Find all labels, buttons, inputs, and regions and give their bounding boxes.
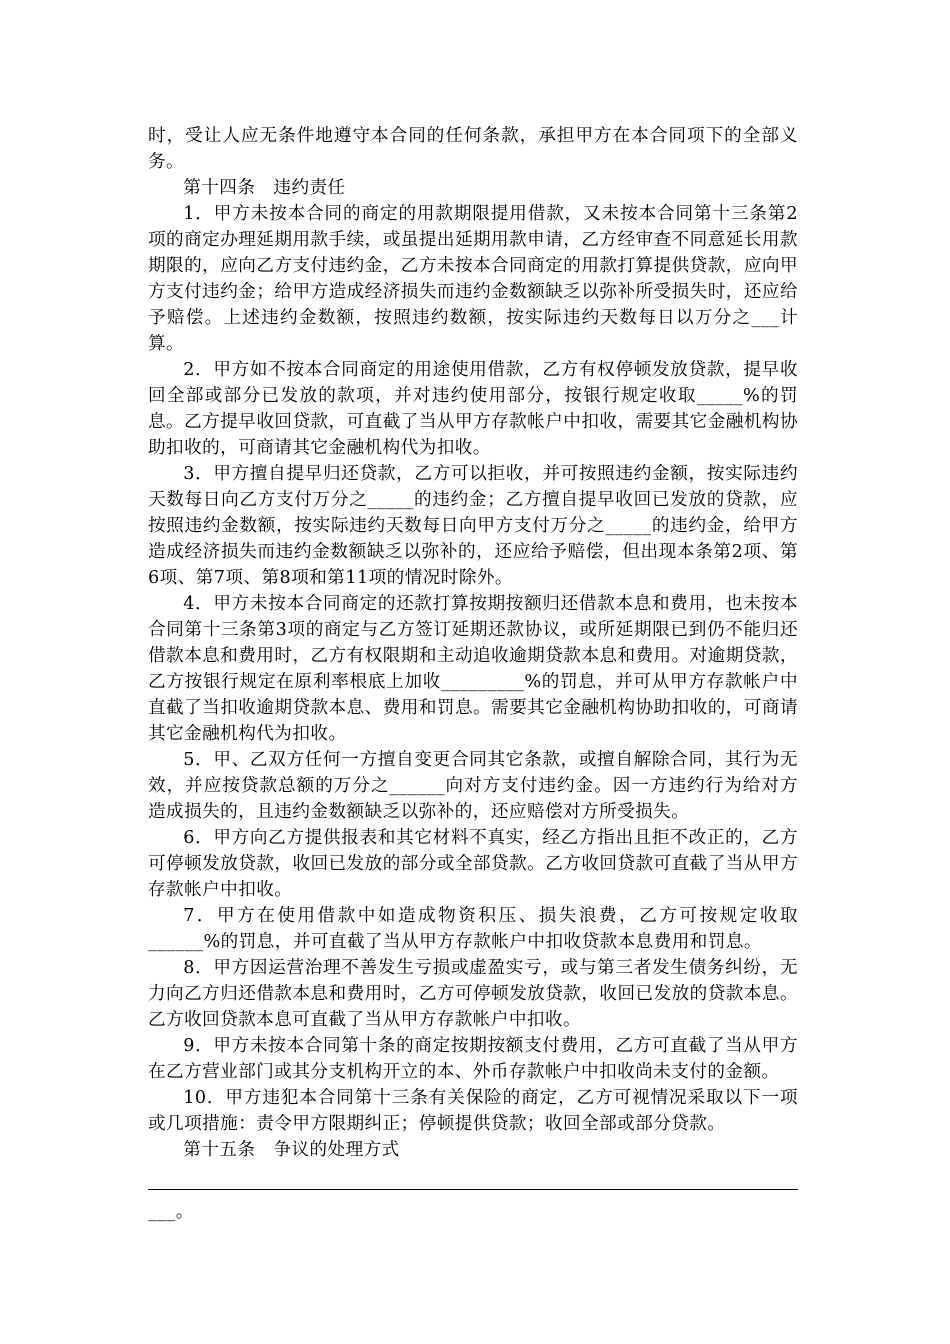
clause-9: 9．甲方未按本合同第十条的商定按期按额支付费用，乙方可直截了当从甲方在乙方营业部门或其分支机构开立的本、外币存款帐户中扣收尚未支付的金额。: [148, 1036, 798, 1082]
clause-5: 5．甲、乙双方任何一方擅自变更合同其它条款，或擅自解除合同，其行为无效，并应按贷款总额的万分之______向对方支付违约金。因一方违约行为给对方造成损失的，且违约金数额缺乏以弥补的，还应赔偿对方所受损失。: [148, 750, 798, 822]
clause-6: 6．甲方向乙方提供报表和其它材料不真实，经乙方指出且拒不改正的，乙方可停顿发放贷款，收回已发放的部分或全部贷款。乙方收回贷款可直截了当从甲方存款帐户中扣收。: [148, 828, 798, 900]
document-page: [148, 123, 798, 1225]
clause-4: 4．甲方未按本合同商定的还款打算按期按额归还借款本息和费用，也未按本合同第十三条第3项的商定与乙方签订延期还款协议，或所延期限已到仍不能归还借款本息和费用时，乙方有权限期和主动追收逾期贷款本息和费用。对逾期贷款，乙方按银行规定在原利率根底上加收_________%的罚息，并可从甲方存款帐户中直截了当扣收逾期贷款本息、费用和罚息。需要其它金融机构协助扣收的，可商请其它金融机构代为扣收。: [148, 594, 798, 744]
clause-2: 2．甲方如不按本合同商定的用途使用借款，乙方有权停顿发放贷款，提早收回全部或部分已发放的款项，并对违约使用部分，按银行规定收取_____%的罚息。乙方提早收回贷款，可直截了当从甲方存款帐户中扣收，需要其它金融机构协助扣收的，可商请其它金融机构代为扣收。: [148, 360, 798, 458]
blank-tail: ___。: [148, 1201, 194, 1222]
article-15-heading: 第十五条 争议的处理方式: [183, 1140, 400, 1160]
blank-fill-line: [148, 1189, 798, 1190]
clause-8: 8．甲方因运营治理不善发生亏损或虚盈实亏，或与第三者发生债务纠纷，无力向乙方归还借款本息和费用时，乙方可停顿发放贷款，收回已发放的贷款本息。乙方收回贷款本息可直截了当从甲方存款帐户中扣收。: [148, 958, 798, 1030]
clause-7: 7．甲方在使用借款中如造成物资积压、损失浪费，乙方可按规定收取______%的罚息，并可直截了当从甲方存款帐户中扣收贷款本息费用和罚息。: [148, 906, 798, 952]
article-14-heading: 第十四条 违约责任: [183, 178, 346, 198]
paragraph-continuation: 时，受让人应无条件地遵守本合同的任何条款，承担甲方在本合同项下的全部义务。: [148, 126, 798, 172]
clause-1: 1．甲方未按本合同的商定的用款期限提用借款，又未按本合同第十三条第2项的商定办理延期用款手续，或虽提出延期用款申请，乙方经审查不同意延长用款期限的，应向乙方支付违约金，乙方未按本合同商定的用款打算提供贷款，应向甲方支付违约金；给甲方造成经济损失而违约金数额缺乏以弥补所受损失时，还应给予赔偿。上述违约金数额，按照违约数额，按实际违约天数每日以万分之___计算。: [148, 204, 798, 354]
clause-3: 3．甲方擅自提早归还贷款，乙方可以拒收，并可按照违约金额，按实际违约天数每日向乙方支付万分之_____的违约金；乙方擅自提早收回已发放的贷款，应按照违约金数额，按实际违约天数每日向甲方支付万分之_____的违约金，给甲方造成经济损失而违约金数额缺乏以弥补的，还应给予赔偿，但出现本条第2项、第6项、第7项、第8项和第11项的情况时除外。: [148, 464, 798, 588]
clause-10: 10．甲方违犯本合同第十三条有关保险的商定，乙方可视情况采取以下一项或几项措施：责令甲方限期纠正；停顿提供贷款；收回全部或部分贷款。: [148, 1088, 798, 1134]
